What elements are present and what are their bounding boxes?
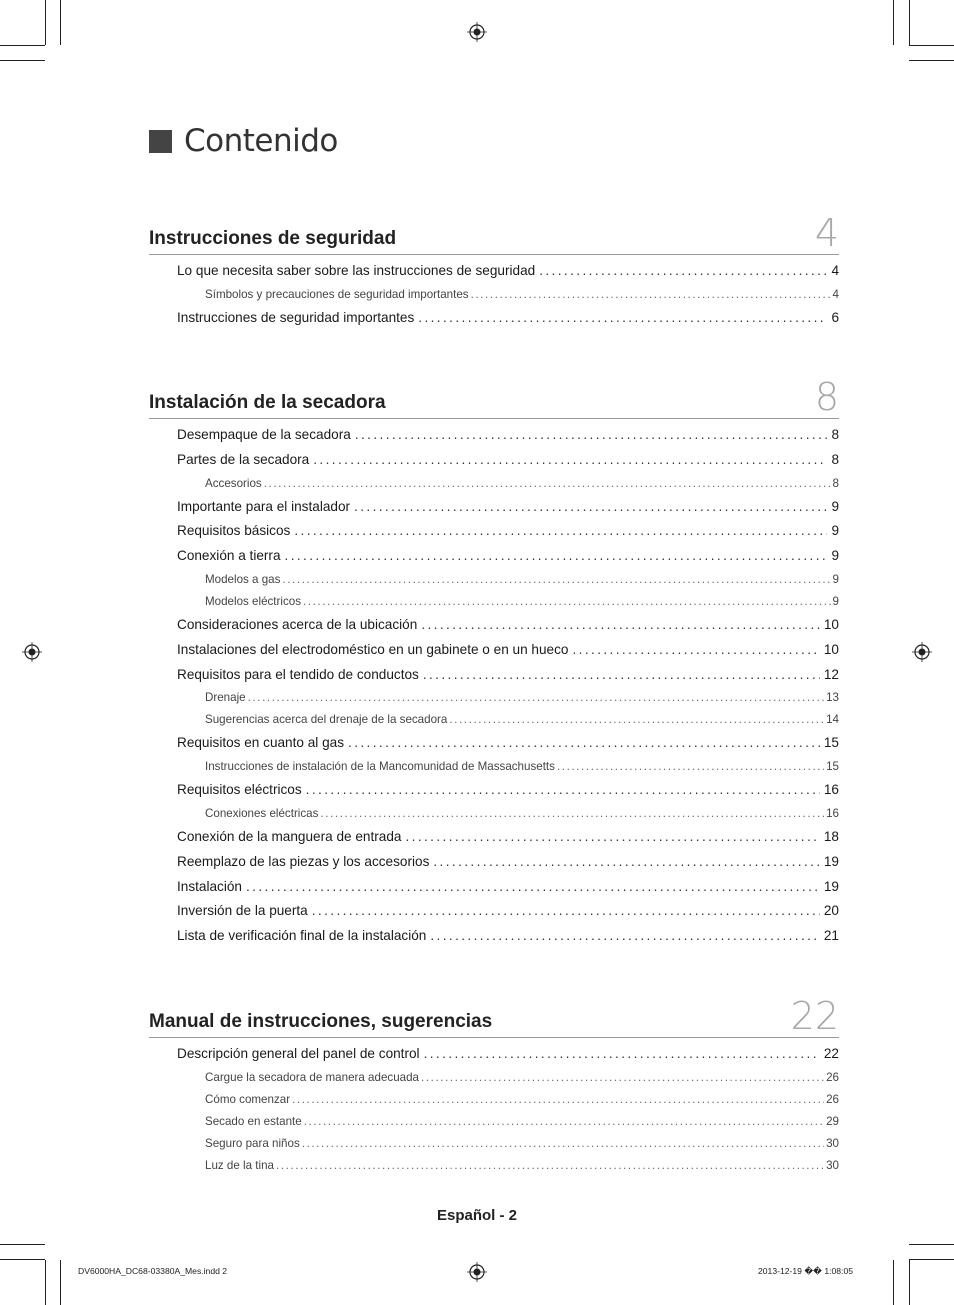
dot-leader [320,807,824,820]
toc-entry[interactable] [177,782,839,807]
toc-subentry[interactable] [205,288,839,310]
toc-entry[interactable] [177,499,839,524]
dot-leader [313,452,827,467]
dot-leader [430,928,820,943]
toc-entry-label: Secado en estante [205,1114,302,1128]
toc-entry-label: Instrucciones de seguridad importantes [177,309,415,325]
toc-entry-page: 26 [826,1092,839,1106]
dot-leader [304,1115,824,1128]
page-title-block [149,123,338,159]
toc-entry-label: Importante para el instalador [177,498,351,514]
toc-entry-page: 19 [823,853,839,869]
crop-mark [0,1244,45,1245]
toc-entry-page: 8 [831,451,839,467]
dot-leader [348,735,820,750]
crop-mark [0,60,45,61]
toc-entry[interactable] [177,523,839,548]
crop-mark [893,1260,894,1305]
toc-section [149,375,839,953]
dot-leader [294,523,827,538]
toc-entry-page: 21 [823,928,839,944]
toc-entry-label: Cargue la secadora de manera adecuada [205,1070,419,1084]
dot-leader [405,829,819,844]
toc-subentry[interactable] [205,1159,839,1181]
toc-entry-label: Descripción general del panel de control [177,1046,420,1061]
section-title[interactable]: Instalación de la secadora [149,392,386,413]
toc-entry[interactable] [177,427,839,452]
toc-section [149,211,839,335]
toc-subentry[interactable] [205,595,839,617]
toc-entry-label: Instalaciones del electrodoméstico en un gabinete o en un hueco [177,641,569,657]
dot-leader [433,854,820,869]
section-title[interactable]: Instrucciones de seguridad [149,228,397,249]
toc-subentry[interactable] [205,1071,839,1093]
print-slug-left: DV6000HA_DC68-03380A_Mes.indd 2 [78,1266,228,1276]
toc-entry-label: Desempaque de la secadora [177,427,351,442]
toc-entry-page: 4 [832,287,839,301]
toc-entry-page: 15 [826,760,839,774]
toc-entry-list [149,255,839,335]
dot-leader [557,760,824,773]
dot-leader [572,642,819,657]
dot-leader [471,288,831,301]
toc-entry-label: Requisitos para el tendido de conductos [177,666,419,682]
toc-entry[interactable] [177,928,839,953]
dot-leader [354,499,827,514]
toc-entry-page: 19 [823,878,839,894]
toc-entry-page: 14 [826,713,839,727]
toc-entry-label: Partes de la secadora [177,451,310,467]
crop-mark [909,0,910,45]
toc-entry-label: Seguro para niños [205,1136,300,1150]
toc-entry-label: Requisitos básicos [177,523,291,539]
toc-entry-label: Consideraciones acerca de la ubicación [177,616,418,632]
section-header [149,994,839,1038]
toc-entry-page: 9 [832,594,839,608]
crop-mark [60,1260,61,1305]
toc-entry-label: Modelos eléctricos [205,594,302,608]
toc-entry-page: 9 [831,548,839,564]
toc-entry[interactable] [177,642,839,667]
toc-entry-page: 30 [826,1136,839,1150]
toc-entry-page: 29 [826,1114,839,1128]
toc-entry-label: Drenaje [205,691,246,705]
toc-entry-page: 18 [823,828,839,844]
dot-leader [246,879,820,894]
toc-entry[interactable] [177,829,839,854]
page-footer: Español - 2 [436,1207,518,1224]
toc-entry-page: 9 [831,523,839,539]
dot-leader [276,1159,824,1172]
dot-leader [424,1046,820,1061]
dot-leader [264,477,831,490]
toc-entry-page: 9 [831,498,839,514]
toc-subentry[interactable] [205,477,839,499]
toc-entry-page: 12 [823,666,839,682]
toc-section [149,994,839,1181]
toc-entry[interactable] [177,310,839,335]
toc-entry-page: 16 [823,782,839,798]
toc-entry[interactable] [177,263,839,288]
toc-entry[interactable] [177,1046,839,1071]
toc-entry-list [149,1038,839,1181]
toc-entry-label: Cómo comenzar [205,1092,291,1106]
toc-entry-label: Conexiones eléctricas [205,806,319,820]
toc-entry[interactable] [177,452,839,477]
crop-mark [45,1260,46,1305]
dot-leader [306,782,820,797]
print-slug-right: 2013-12-19 �� 1:08:05 [758,1266,854,1276]
dot-leader [539,263,827,278]
registration-mark-icon [912,642,932,662]
toc-entry-page: 30 [826,1158,839,1172]
toc-entry-page: 8 [831,427,839,442]
toc-entry-label: Inversión de la puerta [177,903,308,919]
dot-leader [292,1093,824,1106]
toc-entry[interactable] [177,548,839,573]
crop-mark [909,1260,910,1305]
section-title[interactable]: Manual de instrucciones, sugerencias [149,1011,493,1032]
dot-leader [421,617,820,632]
toc-subentry[interactable] [205,691,839,713]
toc-entry[interactable] [177,879,839,904]
toc-entry-label: Conexión a tierra [177,548,281,564]
dot-leader [421,1071,824,1084]
toc-entry-label: Accesorios [205,476,262,490]
toc-entry-label: Instalación [177,878,242,894]
toc-subentry[interactable] [205,1093,839,1115]
page-title: Contenido [184,123,338,159]
toc-entry[interactable] [177,903,839,928]
toc-entry-label: Sugerencias acerca del drenaje de la secadora [205,713,448,727]
toc-entry-label: Modelos a gas [205,572,281,586]
toc-entry-page: 26 [826,1070,839,1084]
toc-entry[interactable] [177,617,839,642]
section-header [149,375,839,419]
toc-entry-page: 20 [823,903,839,919]
dot-leader [302,1137,824,1150]
section-page-number: 8 [814,375,839,419]
toc-entry-page: 16 [826,806,839,820]
section-page-number: 22 [790,994,839,1038]
crop-mark [0,1259,45,1260]
registration-mark-icon [22,642,42,662]
dot-leader [312,903,820,918]
toc-entry[interactable] [177,667,839,692]
toc-entry[interactable] [177,735,839,760]
toc-entry-page: 13 [826,691,839,705]
toc-entry-list [149,419,839,953]
square-bullet-icon [149,130,172,153]
toc-entry-page: 4 [831,263,839,278]
toc-subentry[interactable] [205,807,839,829]
toc-subentry[interactable] [205,1137,839,1159]
toc-entry-label: Lista de verificación final de la instalación [177,928,427,944]
dot-leader [355,427,828,442]
registration-mark-icon [467,1262,487,1282]
section-header [149,211,839,255]
toc-entry-label: Requisitos eléctricos [177,782,302,798]
toc-entry-page: 15 [823,735,839,751]
dot-leader [248,691,824,704]
toc-entry-label: Luz de la tina [205,1158,274,1172]
dot-leader [285,548,828,563]
toc-entry-label: Reemplazo de las piezas y los accesorios [177,853,430,869]
toc-entry-label: Requisitos en cuanto al gas [177,735,345,751]
crop-mark [60,0,61,45]
toc-subentry[interactable] [205,1115,839,1137]
dot-leader [418,310,827,325]
crop-mark [909,1244,954,1245]
crop-mark [909,1259,954,1260]
dot-leader [282,573,830,586]
toc-subentry[interactable] [205,713,839,735]
crop-mark [909,45,954,46]
registration-mark-icon [467,22,487,42]
toc-entry-page: 9 [832,572,839,586]
dot-leader [303,595,831,608]
crop-mark [0,45,45,46]
toc-entry[interactable] [177,854,839,879]
toc-entry-label: Instrucciones de instalación de la Mancomunidad de Massachusetts [205,760,555,774]
toc-entry-label: Conexión de la manguera de entrada [177,828,402,844]
crop-mark [909,60,954,61]
toc-entry-label: Lo que necesita saber sobre las instrucciones de seguridad [177,263,536,278]
crop-mark [893,0,894,45]
dot-leader [423,667,820,682]
dot-leader [449,713,824,726]
toc-entry-page: 6 [831,309,839,325]
toc-entry-page: 8 [832,476,839,490]
toc-subentry[interactable] [205,760,839,782]
crop-mark [45,0,46,45]
section-page-number: 4 [814,211,839,255]
toc-entry-page: 10 [823,641,839,657]
toc-entry-label: Símbolos y precauciones de seguridad importantes [205,287,469,301]
toc-entry-page: 22 [823,1046,839,1061]
toc-subentry[interactable] [205,573,839,595]
toc-entry-page: 10 [823,616,839,632]
